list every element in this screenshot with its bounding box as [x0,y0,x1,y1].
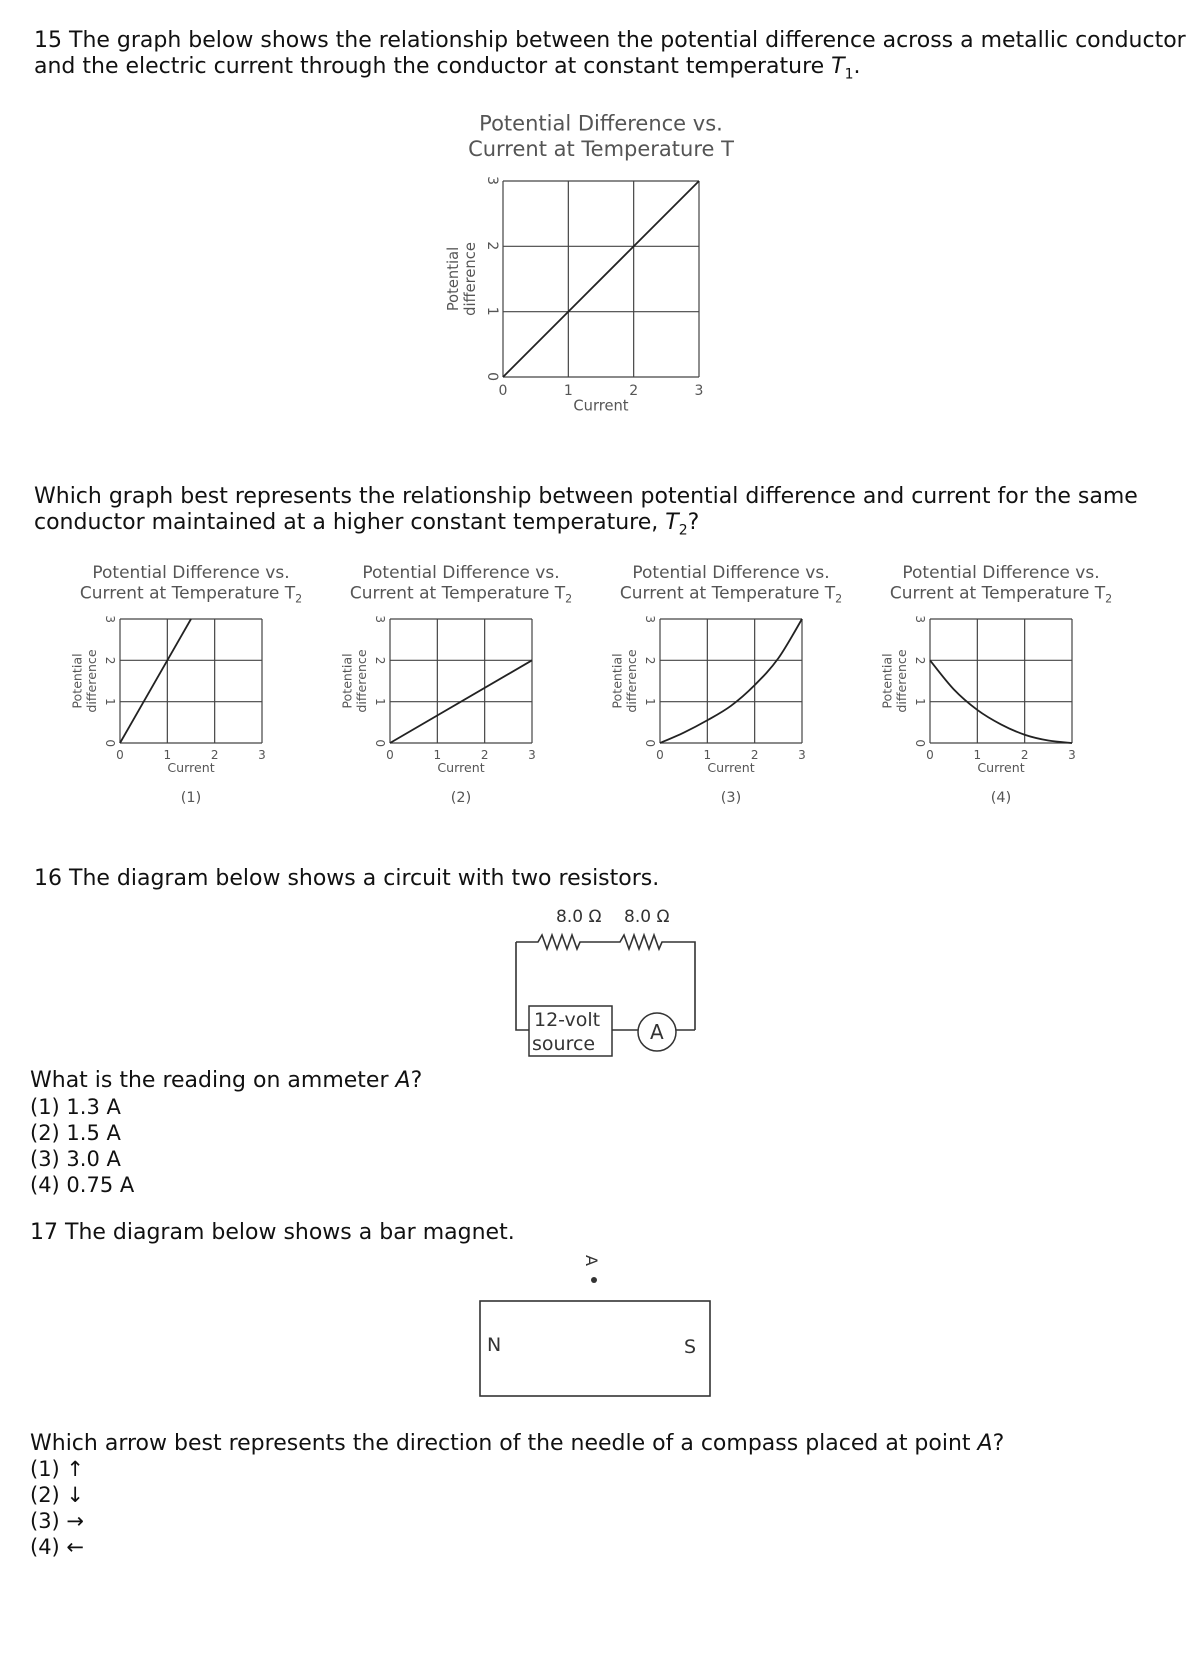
graph-title-line1: Potential Difference vs. [479,111,723,136]
y-tick-label: 2 [102,656,117,665]
q15-stem: 15 The graph below shows the relationship between the potential difference across a metallic conductor and the electric current through the conductor at constant temperature $T_1$. [34,28,1186,83]
y-tick-label: 0 [642,739,657,747]
q17-stem: 17 The diagram below shows a bar magnet. [30,1220,515,1245]
y-axis-label-line2: difference [624,649,639,713]
q15-main-graph [0,0,1200,460]
circuit-diagram [520,900,760,1070]
y-axis-label-line1: Potential [69,653,85,709]
y-tick-label: 0 [102,739,117,747]
graph-title-line2: Current at Temperature $T_2$ [349,583,573,606]
data-line [503,181,699,377]
bar-magnet [480,1301,710,1396]
q17-option-1: (1) ↑ [30,1457,85,1481]
q15-temp-var: T [831,54,845,79]
x-tick-label: 1 [703,748,712,762]
q16-option-4: (4) 0.75 A [30,1173,135,1197]
y-tick-label: 3 [642,615,657,623]
q15-question-var: T [665,510,679,535]
x-tick-label: 3 [798,748,806,762]
x-tick-label: 2 [750,748,759,762]
source-label-line1: 12-volt [534,1009,601,1031]
q16-stem: 16 The diagram below shows a circuit with two resistors. [34,866,660,891]
y-axis-label-line2: difference [354,649,369,713]
q16-option-2: (2) 1.5 A [30,1121,121,1145]
point-a-label: A [582,1255,601,1266]
x-axis-label: Current [167,759,215,775]
graph-0 [445,112,734,415]
x-tick-label: 1 [163,748,172,762]
y-tick-label: 2 [912,656,927,665]
source-label-line2: source [532,1033,596,1055]
y-axis-label-line1: Potential [609,653,625,709]
x-tick-label: 0 [498,383,508,399]
x-axis-label: Current [437,759,485,775]
x-tick-label: 2 [210,748,219,762]
q15-choice-graphs [0,560,1200,860]
graph-title-line2: Current at Temperature $T_2$ [619,583,843,606]
y-axis-label-line2: difference [84,649,99,713]
north-pole-label: N [487,1334,502,1356]
q15-choice-graphs-svg [0,560,1200,860]
graph-title-sub: 2 [565,592,573,606]
y-axis-label-line2: difference [894,649,909,713]
choice-label: (1) [180,789,202,806]
point-a-dot [591,1277,597,1283]
choice-label: (3) [720,789,742,806]
x-tick-label: 0 [926,748,934,762]
south-pole-label: S [684,1336,697,1358]
x-tick-label: 3 [1068,748,1076,762]
q16-option-3: (3) 3.0 A [30,1147,121,1171]
y-tick-label: 0 [372,739,387,747]
y-tick-label: 3 [102,615,117,623]
q16-number: 16 [34,866,62,891]
graph-title-line2: Current at Temperature $T_2$ [889,583,1113,606]
y-tick-label: 2 [642,656,657,665]
graph-title-line2: Current at Temperature T [468,136,734,161]
bar-magnet-diagram [470,1245,730,1405]
q16-option-1: (1) 1.3 A [30,1095,121,1119]
y-axis-label-line1: Potential [445,246,463,312]
resistor2-label: 8.0 Ω [624,907,670,927]
x-axis-label: Current [573,397,629,415]
graph-1 [70,563,303,806]
y-tick-label: 1 [912,698,927,706]
y-tick-label: 1 [484,306,501,316]
circuit-wire-left [516,942,529,1030]
q17-question-var: A [977,1431,993,1456]
x-tick-label: 2 [1020,748,1029,762]
data-line [120,619,191,743]
x-tick-label: 1 [563,383,573,399]
graph-3 [610,563,843,806]
x-axis-label: Current [707,759,755,775]
graph-4 [880,563,1113,806]
y-axis-label-line1: Potential [339,653,355,709]
x-tick-label: 1 [973,748,982,762]
q15-stem-line1: The graph below shows the relationship between the potential difference across a metallic conductor [69,28,1186,53]
x-tick-label: 0 [116,748,124,762]
q17-option-2: (2) ↓ [30,1483,85,1507]
graph-title-line1: Potential Difference vs. [362,563,560,584]
q16-question: What is the reading on ammeter A? [30,1068,423,1093]
q17-options [30,1456,84,1560]
graph-title-sub: 2 [1105,592,1113,606]
y-tick-label: 2 [372,656,387,665]
q15-temp-sub: 1 [844,66,854,83]
circuit-svg [520,900,760,1070]
q15-number: 15 [34,28,62,53]
x-tick-label: 3 [694,383,704,399]
y-tick-label: 1 [372,698,387,706]
y-axis-label-line2: difference [462,242,479,316]
y-tick-label: 3 [372,615,387,623]
graph-2 [340,563,573,806]
x-tick-label: 0 [656,748,664,762]
q15-question-line1: Which graph best represents the relationship between potential difference and current for the same [34,484,1138,509]
y-tick-label: 2 [484,241,501,251]
graph-title-line1: Potential Difference vs. [92,563,290,584]
q16-question-var: A [395,1068,411,1093]
y-tick-label: 1 [642,698,657,706]
y-axis-label-line1: Potential [879,653,895,709]
graph-title-sub: 2 [835,592,843,606]
x-tick-label: 2 [629,383,639,399]
graph-title-sub: 2 [295,592,303,606]
x-tick-label: 0 [386,748,394,762]
x-axis-label: Current [977,759,1025,775]
q15-stem-line2: and the electric current through the conductor at constant temperature [34,54,832,79]
x-tick-label: 3 [258,748,266,762]
q17-number: 17 [30,1220,58,1245]
q15-question: Which graph best represents the relationship between potential difference and current for the same conductor maintained at a higher constant temperature, $T_2$? [34,484,1194,543]
ammeter-label: A [650,1020,664,1044]
resistor1-label: 8.0 Ω [556,907,602,927]
q17-option-4: (4) ← [30,1535,85,1559]
graph-title-line2: Current at Temperature $T_2$ [79,583,303,606]
y-tick-label: 0 [484,372,501,381]
choice-label: (4) [990,789,1012,806]
y-tick-label: 0 [912,739,927,747]
x-tick-label: 3 [528,748,536,762]
q17-question: Which arrow best represents the direction of the needle of a compass placed at point A? [30,1431,1005,1456]
y-tick-label: 1 [102,698,117,706]
q16-options [30,1094,134,1198]
y-tick-label: 3 [912,615,927,623]
q15-main-graph-svg [0,0,1200,460]
bar-magnet-svg [470,1245,730,1405]
x-tick-label: 2 [480,748,489,762]
graph-title-line1: Potential Difference vs. [632,563,830,584]
x-tick-label: 1 [433,748,442,762]
y-tick-label: 3 [484,176,501,185]
q17-option-3: (3) → [30,1509,85,1533]
data-line [660,619,802,743]
choice-label: (2) [450,789,472,806]
graph-title-line1: Potential Difference vs. [902,563,1100,584]
